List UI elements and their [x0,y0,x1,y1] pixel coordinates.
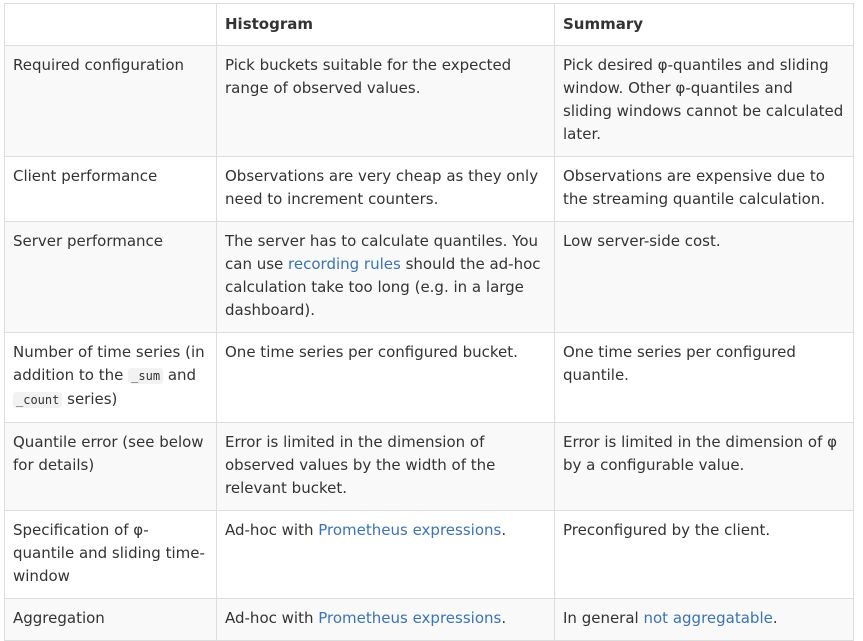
cell-text: . [772,609,778,627]
table-row [5,46,854,157]
prometheus-expressions-link[interactable]: Prometheus expressions [318,609,502,627]
not-aggregatable-link[interactable]: not aggregatable [643,609,773,627]
cell-text: and [167,366,197,384]
header-summary: Summary [555,4,854,46]
cell-text: Ad-hoc with [225,521,314,539]
summary-cell: One time series per configured quantile. [555,333,854,423]
cell-text: Ad-hoc with [225,609,314,627]
table-row [5,599,854,641]
recording-rules-link[interactable]: recording rules [288,255,401,273]
sum-code: _sum [128,368,163,384]
histogram-cell: One time series per configured bucket. [217,333,555,423]
cell-text: Number of time series (in addition to the [13,343,205,384]
prometheus-expressions-link[interactable]: Prometheus expressions [318,521,502,539]
table-row [5,222,854,333]
summary-cell: Low server-side cost. [555,222,854,333]
cell-text: The server has to calculate quantiles. You can use [225,232,539,273]
row-label: Specification of φ-quantile and sliding time-window [5,511,217,599]
histogram-cell [217,599,555,641]
cell-text: . [501,609,507,627]
summary-cell: Observations are expensive due to the streaming quantile calculation. [555,157,854,222]
row-label: Server performance [5,222,217,333]
cell-text: . [501,521,507,539]
count-code: _count [13,392,62,408]
histogram-summary-comparison-table [4,3,854,641]
row-label: Required configuration [5,46,217,157]
header-empty [5,4,217,46]
comparison-table-container [4,3,854,641]
histogram-cell [217,511,555,599]
histogram-cell [217,222,555,333]
row-label: Client performance [5,157,217,222]
histogram-cell: Observations are very cheap as they only need to increment counters. [217,157,555,222]
table-row [5,157,854,222]
summary-cell: Pick desired φ-quantiles and sliding window. Other φ-quantiles and sliding windows cannot be calculated later. [555,46,854,157]
cell-text: In general [563,609,639,627]
summary-cell: Error is limited in the dimension of φ by a configurable value. [555,423,854,511]
histogram-cell: Pick buckets suitable for the expected range of observed values. [217,46,555,157]
row-label [5,333,217,423]
table-row [5,333,854,423]
cell-text: should the ad-hoc calculation take too long (e.g. in a large dashboard). [225,255,541,319]
row-label: Aggregation [5,599,217,641]
table-header-row [5,4,854,46]
cell-text: series) [67,390,118,408]
table-row [5,423,854,511]
row-label: Quantile error (see below for details) [5,423,217,511]
histogram-cell: Error is limited in the dimension of observed values by the width of the relevant bucket. [217,423,555,511]
header-histogram: Histogram [217,4,555,46]
table-row [5,511,854,599]
summary-cell: Preconfigured by the client. [555,511,854,599]
summary-cell [555,599,854,641]
